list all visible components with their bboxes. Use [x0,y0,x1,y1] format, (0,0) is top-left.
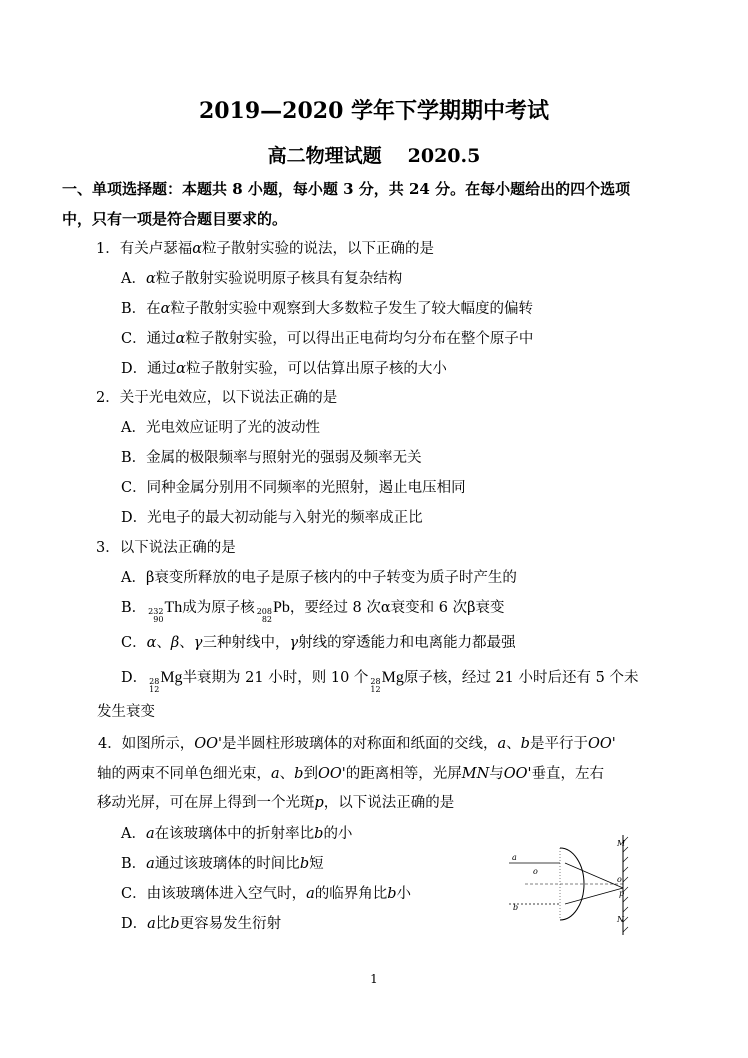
q2-option-c[interactable]: C．同种金属分别用不同频率的光照射，遏止电压相同 [121,480,466,496]
q3-option-b[interactable]: B． 232 90 Th成为原子核 208 82 Pb，要经过 8 次α衰变和 6 次β衰变 [121,599,505,624]
q3-option-d[interactable]: D． 28 12 Mg半衰期为 21 小时，则 10 个 28 12 Mg原子核，经过 21 小时后还有 5 个未 [121,669,639,694]
q2-stem: 2．关于光电效应，以下说法正确的是 [96,390,338,406]
q4-option-d[interactable]: D．a比b更容易发生衍射 [121,916,282,932]
exam-date: 2020.5 [407,145,481,167]
q3-stem: 3．以下说法正确的是 [96,540,236,556]
q4-stem-line3: 移动光屏，可在屏上得到一个光斑p，以下说法正确的是 [97,795,455,811]
q1-option-d[interactable]: D．通过α粒子散射实验，可以估算出原子核的大小 [121,361,447,377]
q3-option-c[interactable]: C．α、β、γ三种射线中，γ射线的穿透能力和电离能力都最强 [121,635,516,651]
magnesium-nuclide-2: 28 12 Mg [370,669,404,694]
fig-label-b: b [513,903,519,912]
q2-option-b[interactable]: B．金属的极限频率与照射光的强弱及频率无关 [121,450,422,466]
subject-title: 高二物理试题 [267,145,382,167]
q4-stem-line2: 轴的两束不同单色细光束，a、b到OO'的距离相等，光屏MN与OO'垂直，左右 [97,766,605,782]
refracted-a [565,863,623,888]
fig-label-a: a [512,853,517,862]
q4-option-c[interactable]: C．由该玻璃体进入空气时，a的临界角比b小 [121,886,412,902]
section-instructions-line1: 一、单项选择题：本题共 8 小题，每小题 3 分，共 24 分。在每小题给出的四个选项 [62,180,631,198]
q4-option-b[interactable]: B．a通过该玻璃体的时间比b短 [121,856,324,872]
fig-label-p: p [619,889,625,898]
q1-stem: 1．有关卢瑟福α粒子散射实验的说法，以下正确的是 [96,241,435,257]
thorium-nuclide: 232 90 Th [148,599,183,624]
fig-label-o: o [533,867,538,876]
exam-title: 2019—2020 学年下学期期中考试 [198,98,550,124]
q3-option-d-continued: 发生衰变 [97,704,155,720]
q2-option-a[interactable]: A．光电效应证明了光的波动性 [121,420,320,436]
optics-figure [505,830,645,940]
section-instructions-line2: 中，只有一项是符合题目要求的。 [62,210,288,228]
q1-option-a[interactable]: A．α粒子散射实验说明原子核具有复杂结构 [121,271,403,287]
page-number: 1 [370,972,378,986]
q2-option-d[interactable]: D．光电子的最大初动能与入射光的频率成正比 [121,510,423,526]
magnesium-nuclide: 28 12 Mg [149,669,183,694]
q1-option-c[interactable]: C．通过α粒子散射实验，可以得出正电荷均匀分布在整个原子中 [121,331,534,347]
q4-option-a[interactable]: A．a在该玻璃体中的折射率比b的小 [121,826,353,842]
q1-option-b[interactable]: B．在α粒子散射实验中观察到大多数粒子发生了较大幅度的偏转 [121,301,533,317]
q3-option-a[interactable]: A．β衰变所释放的电子是原子核内的中子转变为质子时产生的 [121,570,517,586]
lead-nuclide: 208 82 Pb [256,599,290,624]
fig-label-m: M [617,839,626,848]
fig-label-o-prime: o' [617,875,625,884]
refracted-b [565,888,623,904]
exam-subtitle [0,141,748,168]
q4-stem-line1: 4．如图所示，OO'是半圆柱形玻璃体的对称面和纸面的交线，a、b是平行于OO' [98,736,616,752]
fig-label-n: N [617,915,624,924]
